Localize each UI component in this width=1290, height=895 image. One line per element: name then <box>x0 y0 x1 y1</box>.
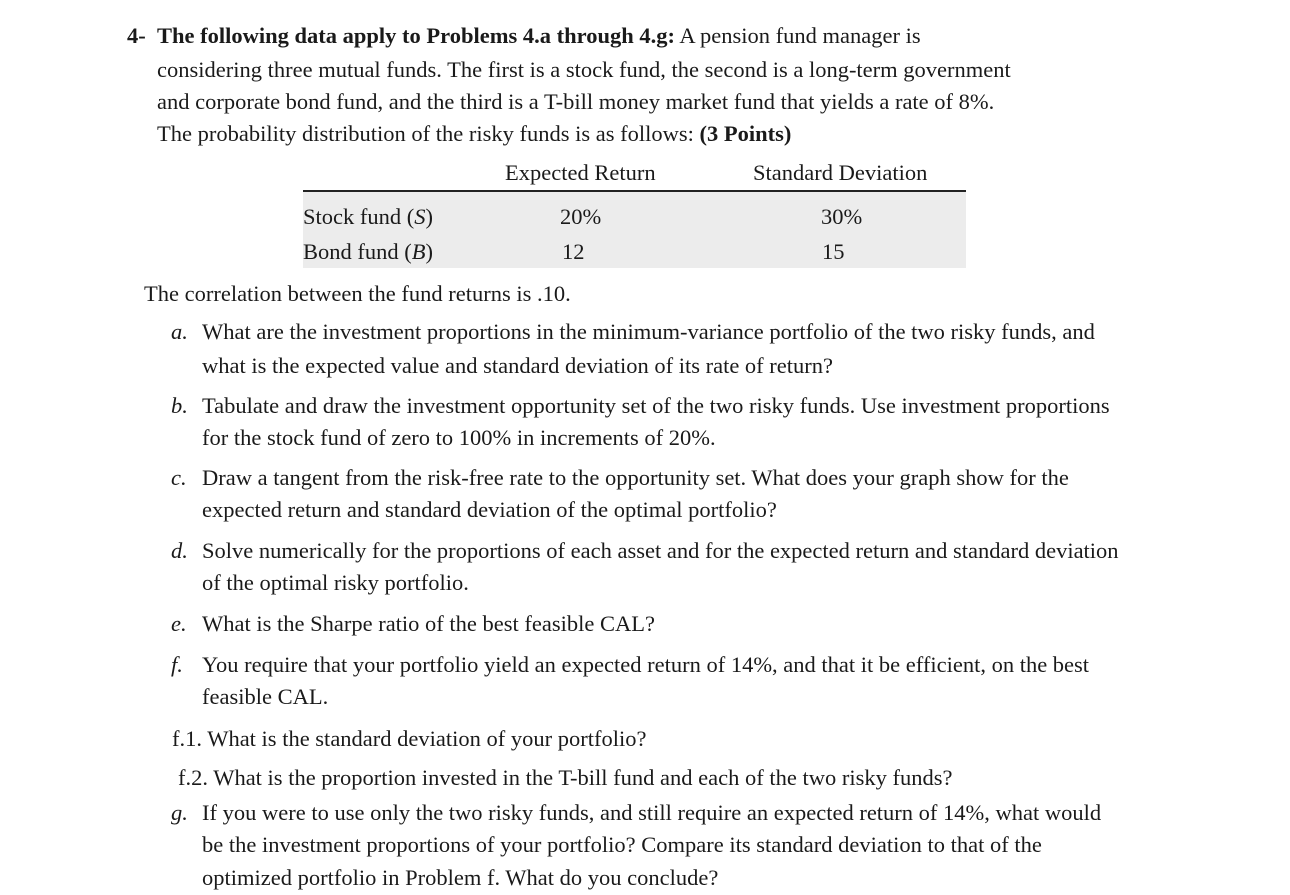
row-bond-name-prefix: Bond fund ( <box>303 239 412 264</box>
row-stock-std-dev: 30% <box>821 204 863 229</box>
row-bond-expected-return: 12 <box>562 239 585 264</box>
intro-line-4 <box>157 123 791 146</box>
question-d-line-1: Solve numerically for the proportions of each asset and for the expected return and standard deviation <box>202 538 1119 563</box>
row-stock-symbol: S <box>414 204 426 229</box>
question-g-line-1: If you were to use only the two risky funds, and still require an expected return of 14%, what would <box>202 800 1102 825</box>
question-f-line-1: You require that your portfolio yield an expected return of 14%, and that it be efficient, on the best <box>202 652 1090 677</box>
fund-table <box>303 155 966 268</box>
question-c-line-1: Draw a tangent from the risk-free rate to the opportunity set. What does your graph show for the <box>202 465 1069 490</box>
question-b-line-2: for the stock fund of zero to 100% in increments of 20%. <box>202 425 716 450</box>
row-bond-name <box>303 241 433 264</box>
question-b-label: b. <box>171 393 188 418</box>
question-d-line-2: of the optimal risky portfolio. <box>202 570 469 595</box>
intro-line-4-rest: The probability distribution of the risky funds is as follows: <box>157 121 700 146</box>
question-f2: f.2. What is the proportion invested in the T-bill fund and each of the two risky funds? <box>178 765 953 790</box>
table-header-rule <box>303 190 966 192</box>
question-a-label: a. <box>171 319 188 344</box>
header-expected-return: Expected Return <box>505 160 656 185</box>
question-a-line-1: What are the investment proportions in the minimum-variance portfolio of the two risky funds, and <box>202 319 1095 344</box>
problem-number: 4- <box>127 23 146 48</box>
intro-line-1 <box>157 25 921 48</box>
question-g-line-3: optimized portfolio in Problem f. What do you conclude? <box>202 865 719 890</box>
intro-heading: The following data apply to Problems 4.a through 4.g: <box>157 23 675 48</box>
row-stock-name <box>303 206 433 229</box>
question-f-line-2: feasible CAL. <box>202 684 329 709</box>
points-label: (3 Points) <box>699 121 792 146</box>
header-standard-deviation: Standard Deviation <box>753 160 928 185</box>
question-c-label: c. <box>171 465 187 490</box>
row-stock-name-suffix: ) <box>425 204 433 229</box>
intro-line-3: and corporate bond fund, and the third is a T-bill money market fund that yields a rate of 8%. <box>157 89 995 114</box>
question-f1: f.1. What is the standard deviation of your portfolio? <box>172 726 647 751</box>
question-f-label: f. <box>171 652 183 677</box>
question-g-label: g. <box>171 800 188 825</box>
intro-line-1-rest: A pension fund manager is <box>674 23 921 48</box>
question-g-line-2: be the investment proportions of your portfolio? Compare its standard deviation to that of the <box>202 832 1042 857</box>
question-d-label: d. <box>171 538 188 563</box>
row-bond-symbol: B <box>411 239 426 264</box>
intro-line-2: considering three mutual funds. The first is a stock fund, the second is a long-term government <box>157 57 1011 82</box>
question-c-line-2: expected return and standard deviation of the optimal portfolio? <box>202 497 777 522</box>
question-a-line-2: what is the expected value and standard deviation of its rate of return? <box>202 353 834 378</box>
correlation-text: The correlation between the fund returns is .10. <box>144 281 571 306</box>
row-stock-name-prefix: Stock fund ( <box>303 204 415 229</box>
row-stock-expected-return: 20% <box>560 204 602 229</box>
row-bond-std-dev: 15 <box>822 239 845 264</box>
row-bond-name-suffix: ) <box>425 239 433 264</box>
question-e-line-1: What is the Sharpe ratio of the best feasible CAL? <box>202 611 655 636</box>
question-e-label: e. <box>171 611 187 636</box>
question-b-line-1: Tabulate and draw the investment opportunity set of the two risky funds. Use investment proportions <box>202 393 1110 418</box>
